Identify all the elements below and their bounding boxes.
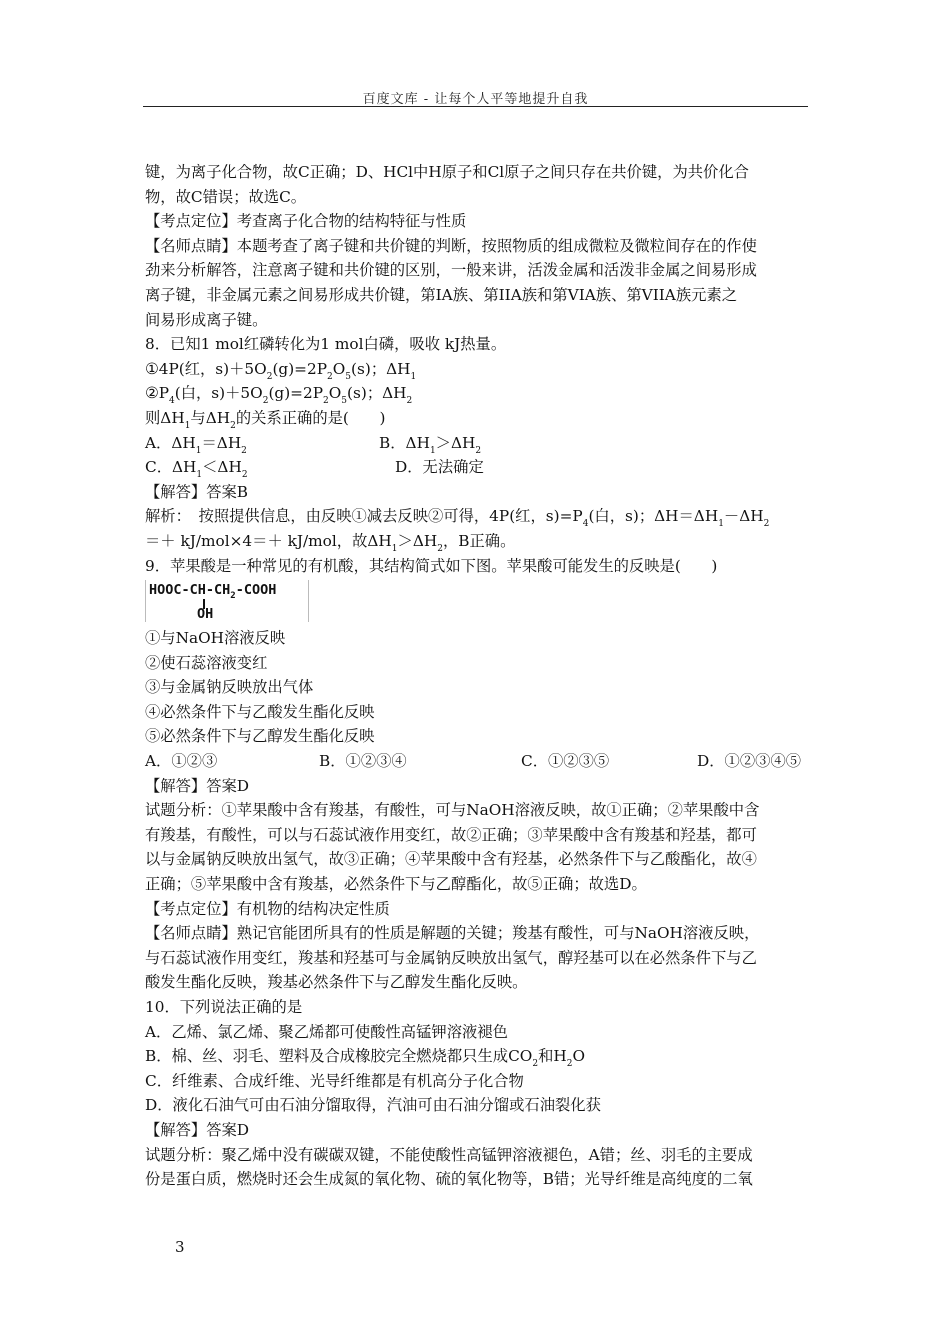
q9-item: ①与NaOH溶液反映 <box>145 629 286 648</box>
malic-acid-structure <box>145 580 309 622</box>
text-line: 试题分析：①苹果酸中含有羧基，有酸性，可与NaOH溶液反映，故①正确；②苹果酸中含 <box>145 801 760 820</box>
q9-answer: 【解答】答案D <box>145 776 250 795</box>
text-line: 与石蕊试液作用变红，羧基和羟基可与金属钠反映放出氢气，醇羟基可以在必然条件下与乙 <box>145 948 757 967</box>
document-body <box>145 160 813 1192</box>
q10-answer: 【解答】答案D <box>145 1120 250 1139</box>
q8-analysis-2: ＝＋ kJ/mol×4＝＋ kJ/mol，故$\Delta H_1>\Delta H_2$，B正确。 <box>145 531 516 554</box>
q8-question: 则$\Delta H_1$与$\Delta H_2$的关系正确的是( ) <box>145 408 386 431</box>
question-10-stem: 10．下列说法正确的是 <box>145 998 303 1016</box>
text-line: 物，故C错误；故选C。 <box>145 187 307 206</box>
q8-option-d: D．无法确定 <box>395 458 484 477</box>
q8-equation-2: $②P_4$(白，$s)+5O_2(g)=2P_2O_5(s)$；$\Delta H_2$ <box>145 384 413 407</box>
q8-equation-1: ①4P(红，$s)+5O_2(g)=2P_2O_5(s)$；$\Delta H_1$ <box>145 359 417 382</box>
q10-option-b: B．棉、丝、羽毛、塑料及合成橡胶完全燃烧都只生成$CO_2$和$H_2O$ <box>145 1047 585 1070</box>
q9-item: ②使石蕊溶液变红 <box>145 653 268 672</box>
q9-options <box>145 749 813 774</box>
q8-options-row-2 <box>145 455 813 480</box>
q9-item: ⑤必然条件下与乙醇发生酯化反映 <box>145 727 375 746</box>
header-rule <box>143 106 808 107</box>
q9-item: ③与金属钠反映放出气体 <box>145 678 314 697</box>
q8-options-row-1 <box>145 431 813 456</box>
text-line: 【名师点睛】本题考查了离子键和共价键的判断，按照物质的组成微粒及微粒间存在的作使 <box>145 236 757 255</box>
text-line: 【名师点睛】熟记官能团所具有的性质是解题的关键；羧基有酸性，可与NaOH溶液反映， <box>145 924 760 943</box>
q8-option-a: A．$\Delta H_1=\Delta H_2$ <box>145 433 247 456</box>
structure-chain: HOOC-$CH-CH_2$-COOH <box>149 582 277 602</box>
q8-analysis-1: 解析： 按照提供信息，由反映①减去反映②可得，4P(红，$s)=P_4$(白，s)；$\Delta H=\Delta H_1-\Delta H_2$ <box>145 507 770 530</box>
page-header: 百度文库 - 让每个人平等地提升自我 <box>362 92 589 107</box>
text-line: 间易形成离子键。 <box>145 310 268 329</box>
q9-option-c: C．①②③⑤ <box>521 752 610 771</box>
text-line: 键，为离子化合物，故C正确；D、HCl中H原子和Cl原子之间只存在共价键，为共价化合 <box>145 163 749 181</box>
text-line: 以与金属钠反映放出氢气，故③正确；④苹果酸中含有羟基，必然条件下与乙酸酯化，故④ <box>145 850 757 869</box>
q8-option-c: C．$\Delta H_1<\Delta H_2$ <box>145 458 248 481</box>
question-8-stem: 8．已知1 mol红磷转化为1 mol白磷，吸收 kJ热量。 <box>145 335 507 354</box>
text-line: 正确；⑤苹果酸中含有羧基，必然条件下与乙醇酯化，故⑤正确；故选D。 <box>145 875 647 894</box>
text-line: 有羧基，有酸性，可以与石蕊试液作用变红，故②正确；③苹果酸中含有羧基和羟基，都可 <box>145 825 757 844</box>
text-line: 份是蛋白质，燃烧时还会生成氮的氧化物、硫的氧化物等，B错；光导纤维是高纯度的二氧 <box>145 1170 753 1189</box>
text-line: 劲来分析解答，注意离子键和共价键的区别，一般来讲，活泼金属和活泼非金属之间易形成 <box>145 261 757 280</box>
text-line: 酸发生酯化反映，羧基必然条件下与乙醇发生酯化反映。 <box>145 973 528 992</box>
text-line: 【考点定位】考查离子化合物的结构特征与性质 <box>145 212 467 231</box>
page-number: 3 <box>175 1238 185 1256</box>
text-line: 【考点定位】有机物的结构决定性质 <box>145 899 390 918</box>
text-line: 离子键，非金属元素之间易形成共价键，第IA族、第IIA族和第VIA族、第VIIA族元素之 <box>145 285 738 304</box>
text-line: 试题分析：聚乙烯中没有碳碳双键，不能使酸性高锰钾溶液褪色，A错；丝、羽毛的主要成 <box>145 1145 753 1164</box>
structure-hydroxyl: OH <box>197 606 214 623</box>
q9-option-d: D．①②③④⑤ <box>697 752 802 771</box>
q10-option-d: D．液化石油气可由石油分馏取得，汽油可由石油分馏或石油裂化获 <box>145 1096 601 1115</box>
q8-option-b: B．$\Delta H_1>\Delta H_2$ <box>379 433 482 456</box>
q9-option-b: B．①②③④ <box>319 752 407 771</box>
q10-option-a: A．乙烯、氯乙烯、聚乙烯都可使酸性高锰钾溶液褪色 <box>145 1022 508 1041</box>
q9-option-a: A．①②③ <box>145 752 218 771</box>
q10-option-c: C．纤维素、合成纤维、光导纤维都是有机高分子化合物 <box>145 1071 524 1090</box>
question-9-stem: 9．苹果酸是一种常见的有机酸，其结构简式如下图。苹果酸可能发生的反映是( ) <box>145 556 718 575</box>
q8-answer: 【解答】答案B <box>145 482 249 501</box>
q9-item: ④必然条件下与乙酸发生酯化反映 <box>145 702 375 721</box>
